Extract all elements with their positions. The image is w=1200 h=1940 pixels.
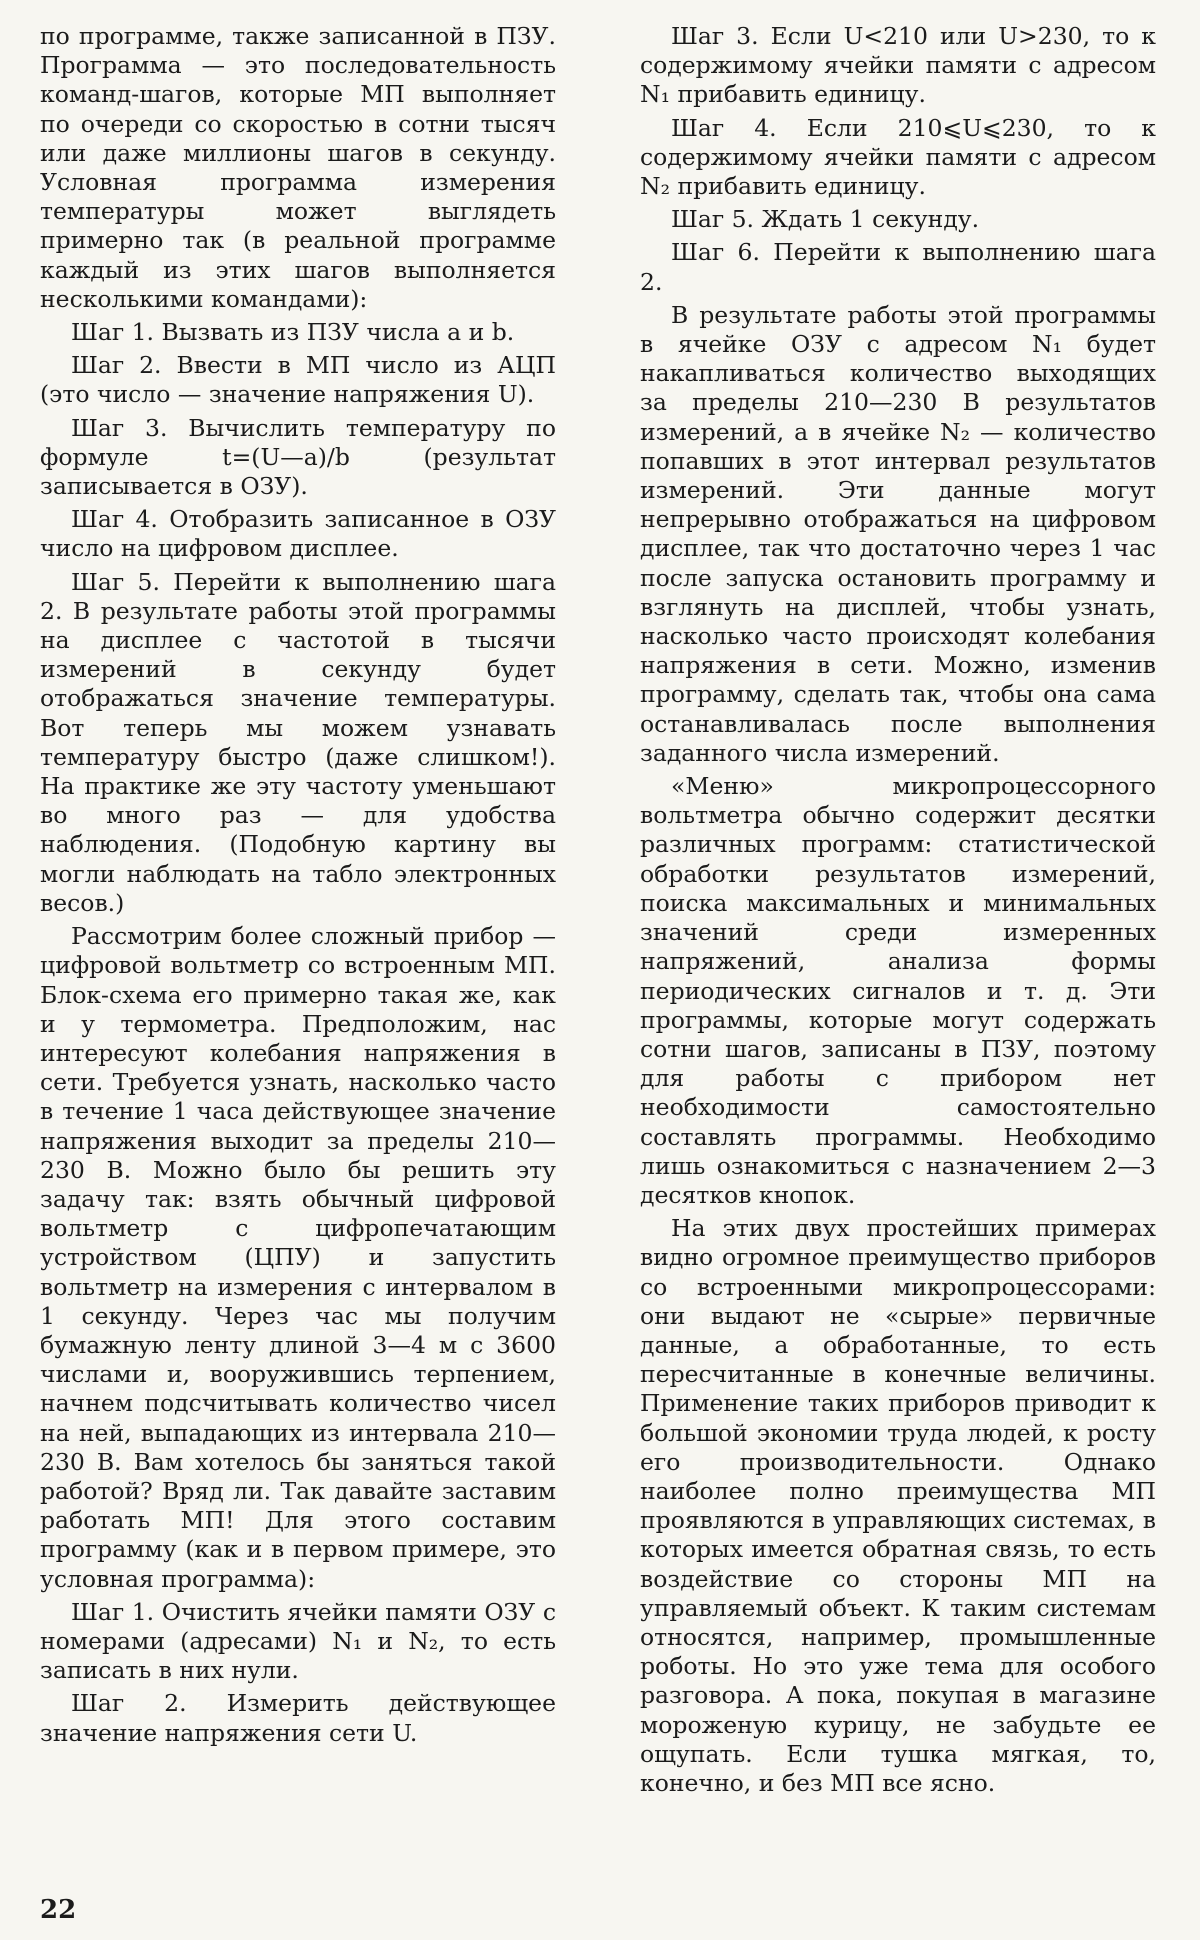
paragraph: по программе, также записанной в ПЗУ. Программа — это последовательность команд-шагов, которые МП выполняет по очереди со скоростью в сотни тысяч или даже миллионы шагов в секунду. Условная программа измерения температуры может выглядеть примерно так (в реальной программе каждый из этих шагов выполняется несколькими командами): bbox=[40, 22, 556, 313]
paragraph: Рассмотрим более сложный прибор — цифровой вольтметр со встроенным МП. Блок-схема его примерно такая же, как и у термометра. Предположим, нас интересуют колебания напряжения в сети. Требуется узнать, насколько часто в течение 1 часа действующее значение напряжения выходит за пределы 210—230 В. Можно было бы решить эту задачу так: взять обычный цифровой вольтметр с цифропечатающим устройством (ЦПУ) и запустить вольтметр на измерения с интервалом в 1 секунду. Через час мы получим бумажную ленту длиной 3—4 м с 3600 числами и, вооружившись терпением, начнем подсчитывать количество чисел на ней, выпадающих из интервала 210—230 В. Вам хотелось бы заняться такой работой? Вряд ли. Так давайте заставим работать МП! Для этого составим программу (как и в первом примере, это условная программа): bbox=[40, 922, 556, 1593]
paragraph: Шаг 1. Вызвать из ПЗУ числа a и b. bbox=[71, 318, 515, 347]
right-column bbox=[640, 22, 1156, 1802]
paragraph: Шаг 4. Отобразить записанное в ОЗУ число на цифровом дисплее. bbox=[40, 505, 556, 563]
paragraph: На этих двух простейших примерах видно огромное преимущество приборов со встроенными микропроцессорами: они выдают не «сырые» первичные данные, а обработанные, то есть пересчитанные в конечные величины. Применение таких приборов приводит к большой экономии труда людей, к росту его производительности. Однако наиболее полно преимущества МП проявляются в управляющих системах, в которых имеется обратная связь, то есть воздействие со стороны МП на управляемый объект. К таким системам относятся, например, промышленные роботы. Но это уже тема для особого разговора. А пока, покупая в магазине мороженую курицу, не забудьте ее ощупать. Если тушка мягкая, то, конечно, и без МП все ясно. bbox=[640, 1214, 1156, 1797]
paragraph: Шаг 4. Если 210⩽U⩽230, то к содержимому ячейки памяти с адресом N₂ прибавить единицу. bbox=[640, 113, 1156, 201]
paragraph: Шаг 3. Если U<210 или U>230, то к содержимому ячейки памяти с адресом N₁ прибавить единицу. bbox=[640, 22, 1156, 109]
paragraph: «Меню» микропроцессорного вольтметра обычно содержит десятки различных программ: статистической обработки результатов измерений, поиска максимальных и минимальных значений среди измеренных напряжений, анализа формы периодических сигналов и т. д. Эти программы, которые могут содержать сотни шагов, записаны в ПЗУ, поэтому для работы с прибором нет необходимости самостоятельно составлять программы. Необходимо лишь ознакомиться с назначением 2—3 десятков кнопок. bbox=[640, 772, 1156, 1209]
paragraph: Шаг 5. Перейти к выполнению шага 2. В результате работы этой программы на дисплее с частотой в тысячи измерений в секунду будет отображаться значение температуры. Вот теперь мы можем узнавать температуру быстро (даже слишком!). На практике же эту частоту уменьшают во много раз — для удобства наблюдения. (Подобную картину вы могли наблюдать на табло электронных весов.) bbox=[40, 567, 556, 917]
paragraph: Шаг 3. Вычислить температуру по формуле t=(U—a)/b (результат записывается в ОЗУ). bbox=[40, 413, 556, 501]
paragraph: Шаг 5. Ждать 1 секунду. bbox=[671, 205, 980, 234]
paragraph: Шаг 2. Ввести в МП число из АЦП (это число — значение напряжения U). bbox=[40, 351, 556, 409]
left-column bbox=[40, 22, 556, 1752]
paragraph: В результате работы этой программы в ячейке ОЗУ с адресом N₁ будет накапливаться количество выходящих за пределы 210—230 В результатов измерений, а в ячейке N₂ — количество попавших в этот интервал результатов измерений. Эти данные могут непрерывно отображаться на цифровом дисплее, так что достаточно через 1 час после запуска остановить программу и взглянуть на дисплей, чтобы узнать, насколько часто происходят колебания напряжения в сети. Можно, изменив программу, сделать так, чтобы она сама останавливалась после выполнения заданного числа измерений. bbox=[640, 300, 1156, 767]
paragraph: Шаг 2. Измерить действующее значение напряжения сети U. bbox=[40, 1689, 556, 1747]
paragraph: Шаг 1. Очистить ячейки памяти ОЗУ с номерами (адресами) N₁ и N₂, то есть записать в них нули. bbox=[40, 1597, 556, 1685]
paragraph: Шаг 6. Перейти к выполнению шага 2. bbox=[640, 238, 1156, 296]
page-number: 22 bbox=[40, 1895, 77, 1925]
